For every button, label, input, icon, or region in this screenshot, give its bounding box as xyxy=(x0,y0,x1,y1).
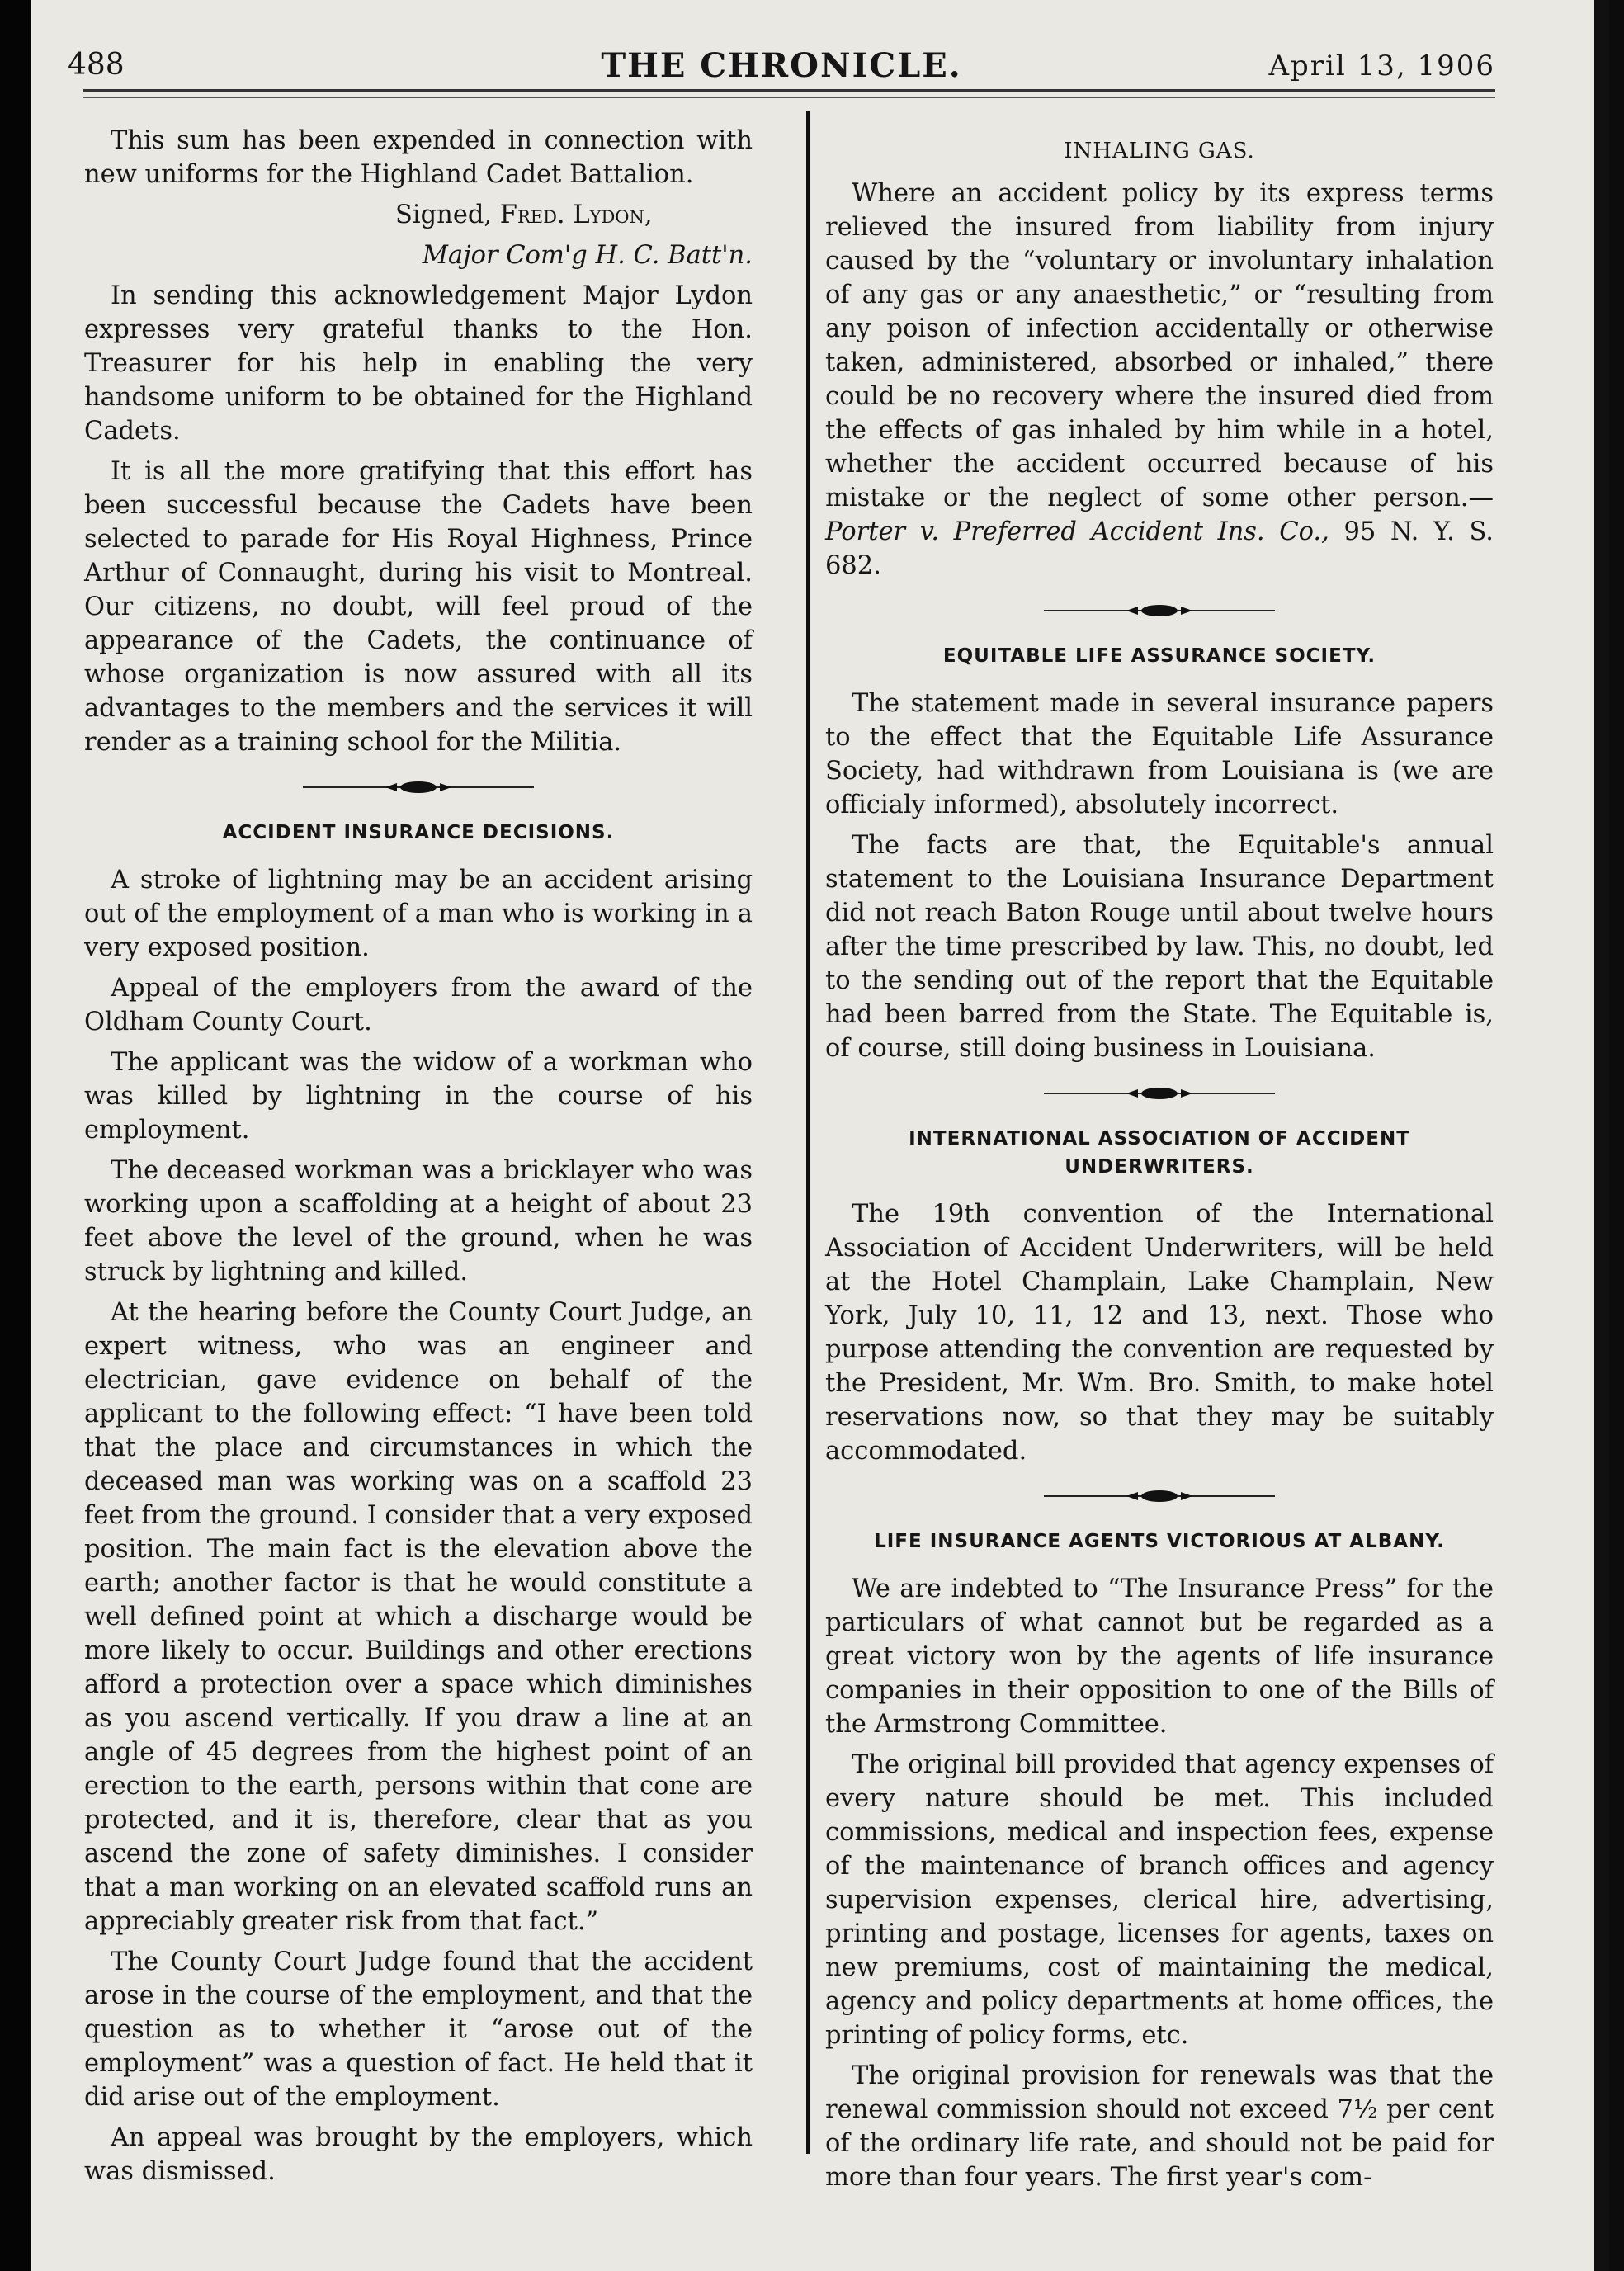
paragraph: Appeal of the employers from the award of the Oldham County Court. xyxy=(84,974,753,1036)
paragraph: In sending this acknowledgement Major Lydon expresses very grateful thanks to the Hon. Treasurer for his help in enabling the very handsome uniform to be obtained for the Highland Cadets. xyxy=(84,281,753,446)
paragraph: The applicant was the widow of a workman who was killed by lightning in the course of his employment. xyxy=(84,1048,753,1145)
scan-dark-margin-right xyxy=(1594,0,1609,2271)
page-number: 488 xyxy=(68,48,125,82)
header-rule xyxy=(83,89,1495,92)
paragraph: The deceased workman was a bricklayer who was working upon a scaffolding at a height of about 23 feet above the level of the ground, when he was struck by lightning and killed. xyxy=(84,1156,753,1287)
right-column xyxy=(825,124,1494,2201)
paragraph: An appeal was brought by the employers, which was dismissed. xyxy=(84,2123,753,2186)
column-divider xyxy=(806,111,810,2154)
paragraph: A stroke of lightning may be an accident arising out of the employment of a man who is working in a very exposed position. xyxy=(84,866,753,962)
scan-dark-margin-left xyxy=(0,0,31,2271)
paragraph: The County Court Judge found that the accident arose in the course of the employment, and that the question as to whether it “arose out of the employment” was a question of fact. He held that it did arise out of the employment. xyxy=(84,1948,753,2112)
ornament-divider-icon xyxy=(1044,602,1275,619)
header-rule-thin xyxy=(83,97,1495,98)
paragraph: At the hearing before the County Court Judge, an expert witness, who was an engineer and electrician, gave evidence on behalf of the applicant to the following effect: “I have been told that the place and circumstances in which the deceased man was working was on a scaffold 23 feet from the ground. I consider that a very exposed position. The main fact is the elevation above the earth; another factor is that he would constitute a well defined point at which a discharge would be more likely to occur. Buildings and other erections afford a protection over a space which diminishes as you ascend vertically. If you draw a line at an angle of 45 degrees from the highest point of an erection to the earth, persons within that cone are protected, and it is, therefore, clear that as you ascend the zone of safety diminishes. I consider that a man working on an elevated scaffold runs an appreciably greater risk from that fact.” xyxy=(84,1298,753,1936)
paragraph: This sum has been expended in connection with new uniforms for the Highland Cadet Battalion. xyxy=(84,126,753,189)
section-heading: EQUITABLE LIFE ASSURANCE SOCIETY. xyxy=(942,645,1376,667)
paragraph xyxy=(825,177,1494,583)
signatory-name: Fred. Lydon, xyxy=(499,201,653,229)
signatory-title: Major Com'g H. C. Batt'n. xyxy=(422,241,753,270)
signature-line xyxy=(84,198,753,232)
left-column xyxy=(84,124,753,2195)
publication-title: THE CHRONICLE. xyxy=(601,46,962,85)
case-text: Where an accident policy by its express terms relieved the insured from liability from injury caused by the “voluntary or involuntary inhalation of any gas or any anaesthetic,” or “resulting from any poison of infection accidentally or otherwise taken, administered, absorbed or inhaled,” there could be no recovery where the insured died from the effects of gas inhaled by him while in a hotel, whether the accident occurred because of his mistake or the neglect of some other person.— xyxy=(825,179,1494,512)
section-heading: LIFE INSURANCE AGENTS VICTORIOUS AT ALBANY. xyxy=(874,1531,1445,1552)
signed-label: Signed, xyxy=(395,201,493,229)
paragraph: It is all the more gratifying that this effort has been successful because the Cadets have been selected to parade for His Royal Highness, Prince Arthur of Connaught, during his visit to Montreal. Our citizens, no doubt, will feel proud of the appearance of the Cadets, the continuance of whose organization is now assured with all its advantages to the members and the services it will render as a training school for the Militia. xyxy=(84,457,753,757)
paragraph: The statement made in several insurance papers to the effect that the Equitable Life Assurance Society, had withdrawn from Louisiana is (we are officialy informed), absolutely incorrect. xyxy=(825,689,1494,819)
case-citation: Porter v. Preferred Accident Ins. Co., xyxy=(825,517,1329,546)
section-heading: INTERNATIONAL ASSOCIATION OF ACCIDENT UNDERWRITERS. xyxy=(909,1128,1410,1178)
section-heading: INHALING GAS. xyxy=(1064,139,1255,163)
section-heading: ACCIDENT INSURANCE DECISIONS. xyxy=(222,822,615,843)
paragraph: We are indebted to “The Insurance Press” for the particulars of what cannot but be regarded as a great victory won by the agents of life insurance companies in their opposition to one of the Bills of the Armstrong Committee. xyxy=(825,1575,1494,1739)
case-reference: 95 N. Y. S. 682. xyxy=(825,517,1494,580)
ornament-divider-icon xyxy=(303,779,534,796)
ornament-divider-icon xyxy=(1044,1488,1275,1504)
paragraph: The 19th convention of the International Association of Accident Underwriters, will be held at the Hotel Champlain, Lake Champlain, New York, July 10, 11, 12 and 13, next. Those who purpose attending the convention are requested by the President, Mr. Wm. Bro. Smith, to make hotel reservations now, so that they may be suitably accommodated. xyxy=(825,1200,1494,1466)
ornament-divider-icon xyxy=(1044,1085,1275,1102)
paragraph: The facts are that, the Equitable's annual statement to the Louisiana Insurance Department did not reach Baton Rouge until about twelve hours after the time prescribed by law. This, no doubt, led to the sending out of the report that the Equitable had been barred from the State. The Equitable is, of course, still doing business in Louisiana. xyxy=(825,831,1494,1063)
masthead xyxy=(68,30,1495,87)
paragraph: The original provision for renewals was that the renewal commission should not exceed 7½ per cent of the ordinary life rate, and should not be paid for more than four years. The first year's com- xyxy=(825,2061,1494,2192)
paragraph: The original bill provided that agency expenses of every nature should be met. This included commissions, medical and inspection fees, expense of the maintenance of branch offices and agency supervision expenses, clerical hire, advertising, printing and postage, licenses for agents, taxes on new premiums, cost of maintaining the medical, agency and policy departments at home offices, the printing of policy forms, etc. xyxy=(825,1750,1494,2050)
issue-date: April 13, 1906 xyxy=(1268,50,1495,83)
